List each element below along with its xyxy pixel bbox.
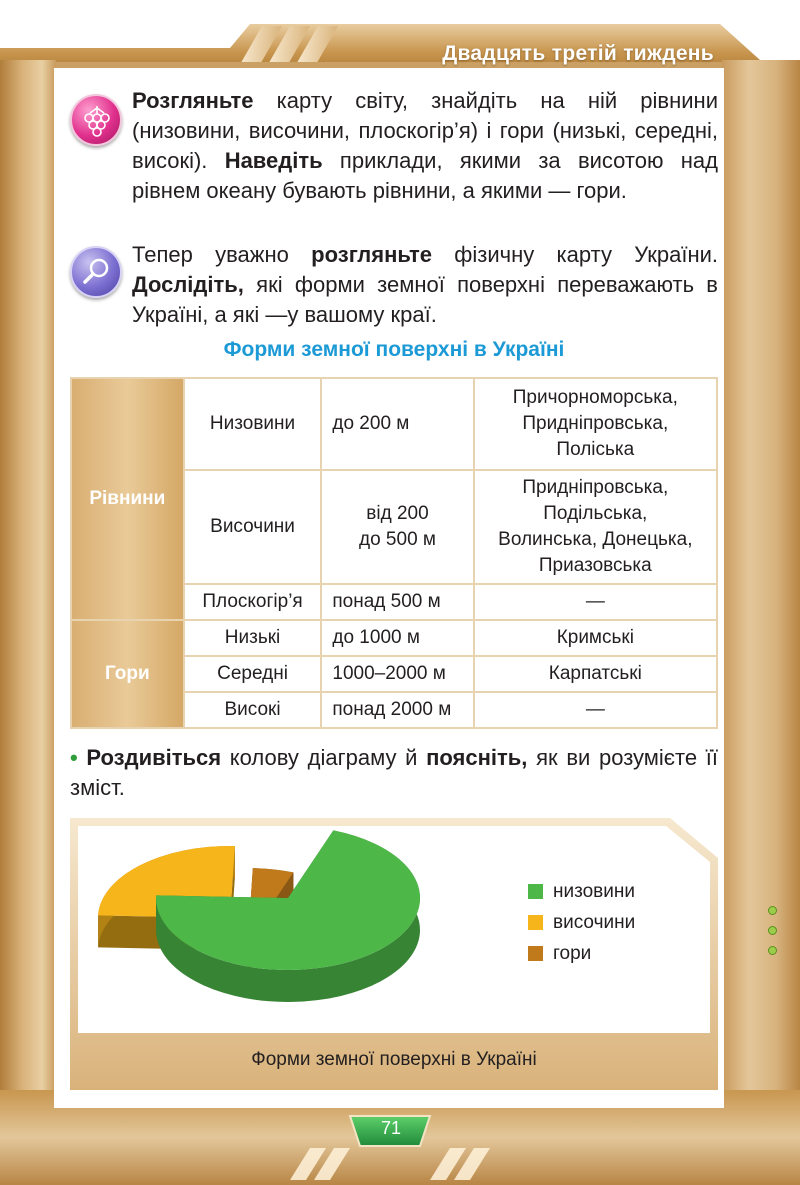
examples-cell: —: [474, 692, 717, 728]
task-2-text: Тепер уважно розгляньте фізичну карту України. Дослідіть, які форми земної поверхні переважають в Україні, а які —у вашому краї.: [132, 242, 718, 327]
chart-legend: [528, 876, 635, 969]
side-dots-decoration: [768, 906, 777, 966]
legend-item: низовини: [528, 876, 635, 907]
examples-cell: Причорноморська, Придніпровська, Поліська: [474, 378, 717, 470]
form-cell: Низькі: [184, 620, 322, 656]
week-title: Двадцять третій тиждень: [442, 42, 714, 65]
group-cell-plains: Рівнини: [71, 378, 184, 620]
table-row: [71, 620, 717, 656]
height-cell: 1000–2000 м: [321, 656, 473, 692]
height-cell: від 200 до 500 м: [321, 470, 473, 584]
height-cell: до 1000 м: [321, 620, 473, 656]
height-cell: понад 2000 м: [321, 692, 473, 728]
examples-cell: Кримські: [474, 620, 717, 656]
legend-item: гори: [528, 938, 635, 969]
examples-cell: —: [474, 584, 717, 620]
task-1-text: Розгляньте карту світу, знайдіть на ній рівнини (низовини, височини, плоскогір’я) і гори (низькі, середні, високі). Наведіть приклади, якими за висотою над рівнем океану бувають рівнини, а якими — гори.: [132, 88, 718, 203]
landforms-table: [70, 377, 718, 729]
magnifier-icon: [70, 246, 122, 298]
page-number: 71: [380, 1118, 402, 1138]
examples-cell: Придніпровська, Подільська, Волинська, Донецька, Приазовська: [474, 470, 717, 584]
legend-swatch-uplands: [528, 915, 543, 930]
legend-swatch-lowlands: [528, 884, 543, 899]
form-cell: Височини: [184, 470, 322, 584]
table-row: [71, 378, 717, 470]
form-cell: Середні: [184, 656, 322, 692]
examples-cell: Карпатські: [474, 656, 717, 692]
legend-swatch-mountains: [528, 946, 543, 961]
right-frame: [722, 60, 800, 1120]
chart-caption: Форми земної поверхні в Україні: [251, 1049, 537, 1070]
left-frame: [0, 60, 56, 1120]
task-3-text: • Роздивіться колову діаграму й поясніть, як ви розумієте її зміст.: [70, 745, 718, 800]
viburnum-berries-icon: [70, 94, 122, 146]
form-cell: Плоскогір’я: [184, 584, 322, 620]
height-cell: до 200 м: [321, 378, 473, 470]
form-cell: Низовини: [184, 378, 322, 470]
group-cell-mountains: Гори: [71, 620, 184, 728]
height-cell: понад 500 м: [321, 584, 473, 620]
form-cell: Високі: [184, 692, 322, 728]
legend-item: височини: [528, 907, 635, 938]
table-title: Форми земної поверхні в Україні: [223, 338, 565, 361]
